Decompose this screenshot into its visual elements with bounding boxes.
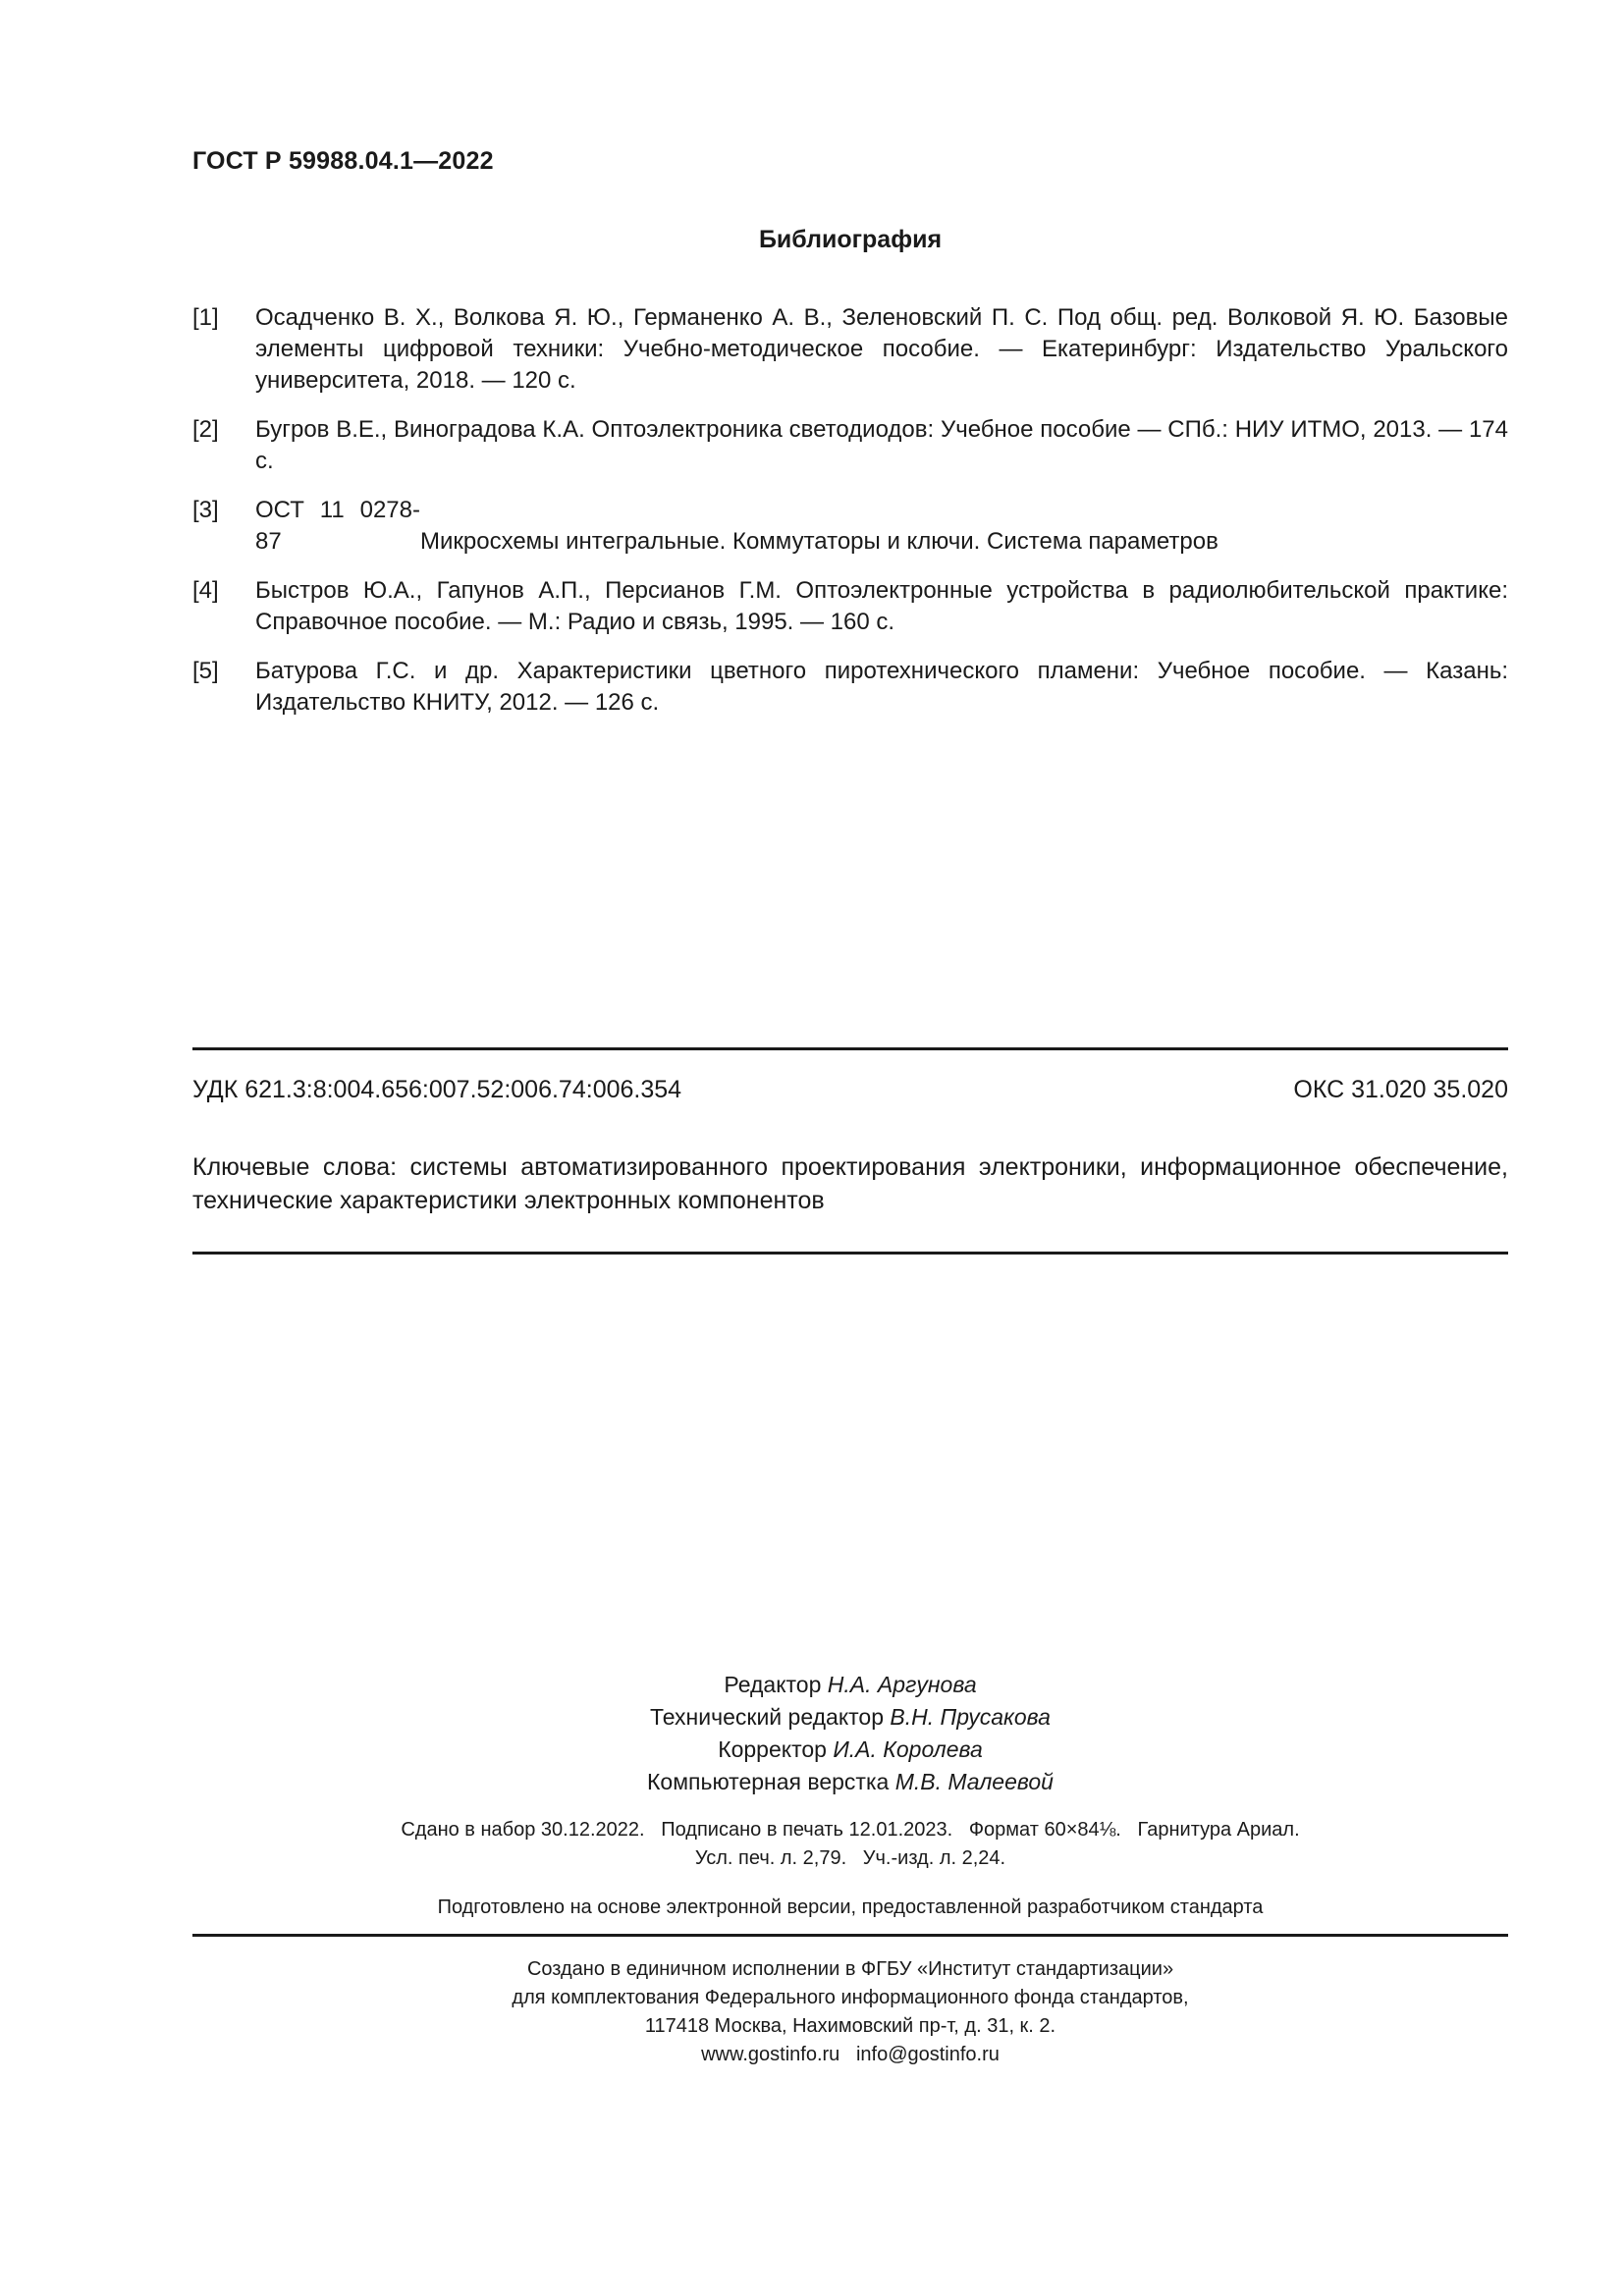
entry-text: Быстров Ю.А., Гапунов А.П., Персианов Г.М. Оптоэлектронные устройства в радиолюбительской практике: Справочное пособие. — М.: Радио и связь, 1995. — 160 с.: [255, 577, 1508, 635]
divider-bottom: [192, 1934, 1508, 1937]
staff-name: М.В. Малеевой: [894, 1769, 1054, 1794]
udk-code: УДК 621.3:8:004.656:007.52:006.74:006.354: [192, 1076, 682, 1103]
divider-top: [192, 1047, 1508, 1050]
print-info-line: Усл. печ. л. 2,79. Уч.-изд. л. 2,24.: [694, 1847, 1006, 1869]
staff-role: Компьютерная верстка: [647, 1769, 890, 1794]
print-info-line: Сдано в набор 30.12.2022. Подписано в печать 12.01.2023. Формат 60×84⅛. Гарнитура Ариал.: [401, 1819, 1300, 1841]
publisher-line: для комплектования Федерального информационного фонда стандартов,: [512, 1987, 1189, 2008]
standard-number: ГОСТ Р 59988.04.1—2022: [192, 147, 494, 175]
keywords: Ключевые слова: системы автоматизированного проектирования электроники, информационное обеспечение, технические характеристики электронных компонентов: [192, 1153, 1508, 1214]
publisher-web[interactable]: www.gostinfo.ru info@gostinfo.ru: [701, 2044, 1000, 2065]
entry-number: [5]: [192, 658, 219, 684]
bibliography-entry: [192, 302, 1508, 397]
entry-code: ОСТ 11 0278-87: [255, 497, 420, 555]
staff-role: Технический редактор: [650, 1704, 885, 1730]
staff-line: [192, 1734, 1508, 1766]
staff-line: [192, 1669, 1508, 1701]
entry-number: [2]: [192, 416, 219, 443]
classification-row: [192, 1076, 1508, 1104]
bibliography-entry: [192, 575, 1508, 638]
staff-credits: [192, 1669, 1508, 1798]
entry-text: Осадченко В. Х., Волкова Я. Ю., Германенко А. В., Зеленовский П. С. Под общ. ред. Волковой Я. Ю. Базовые элементы цифровой техники: Учебно-методическое пособие. — Екатеринбург: Издательство Уральского университета, 2018. — 120 с.: [255, 304, 1508, 394]
bibliography-entry: [192, 656, 1508, 719]
entry-number: [1]: [192, 304, 219, 331]
entry-number: [4]: [192, 577, 219, 604]
entry-text: Батурова Г.С. и др. Характеристики цветного пиротехнического пламени: Учебное пособие. — Казань: Издательство КНИТУ, 2012. — 126 с.: [255, 658, 1508, 716]
entry-text-with-code: [255, 495, 1508, 558]
print-info: [192, 1816, 1508, 1873]
staff-role: Редактор: [724, 1672, 822, 1697]
divider-keywords: [192, 1252, 1508, 1255]
entry-text: Микросхемы интегральные. Коммутаторы и ключи. Система параметров: [420, 528, 1218, 555]
bibliography-entry: [192, 495, 1508, 558]
staff-line: [192, 1766, 1508, 1798]
entry-number: [3]: [192, 497, 219, 523]
staff-name: В.Н. Прусакова: [890, 1704, 1051, 1730]
staff-line: [192, 1701, 1508, 1734]
bibliography-list: [192, 302, 1508, 736]
entry-text: Бугров В.Е., Виноградова К.А. Оптоэлектроника светодиодов: Учебное пособие — СПб.: НИУ ИТМО, 2013. — 174 с.: [255, 416, 1508, 474]
bibliography-entry: [192, 414, 1508, 477]
prepared-note: Подготовлено на основе электронной версии, предоставленной разработчиком стандарта: [437, 1896, 1264, 1918]
publisher-line: 117418 Москва, Нахимовский пр-т, д. 31, к. 2.: [644, 2015, 1056, 2037]
staff-name: И.А. Королева: [833, 1736, 983, 1762]
publisher-info: [192, 1955, 1508, 2069]
bibliography-title: Библиография: [758, 226, 943, 253]
staff-role: Корректор: [718, 1736, 827, 1762]
oks-code: ОКС 31.020 35.020: [1293, 1076, 1508, 1103]
publisher-line: Создано в единичном исполнении в ФГБУ «Институт стандартизации»: [526, 1958, 1174, 1980]
staff-name: Н.А. Аргунова: [827, 1672, 977, 1697]
